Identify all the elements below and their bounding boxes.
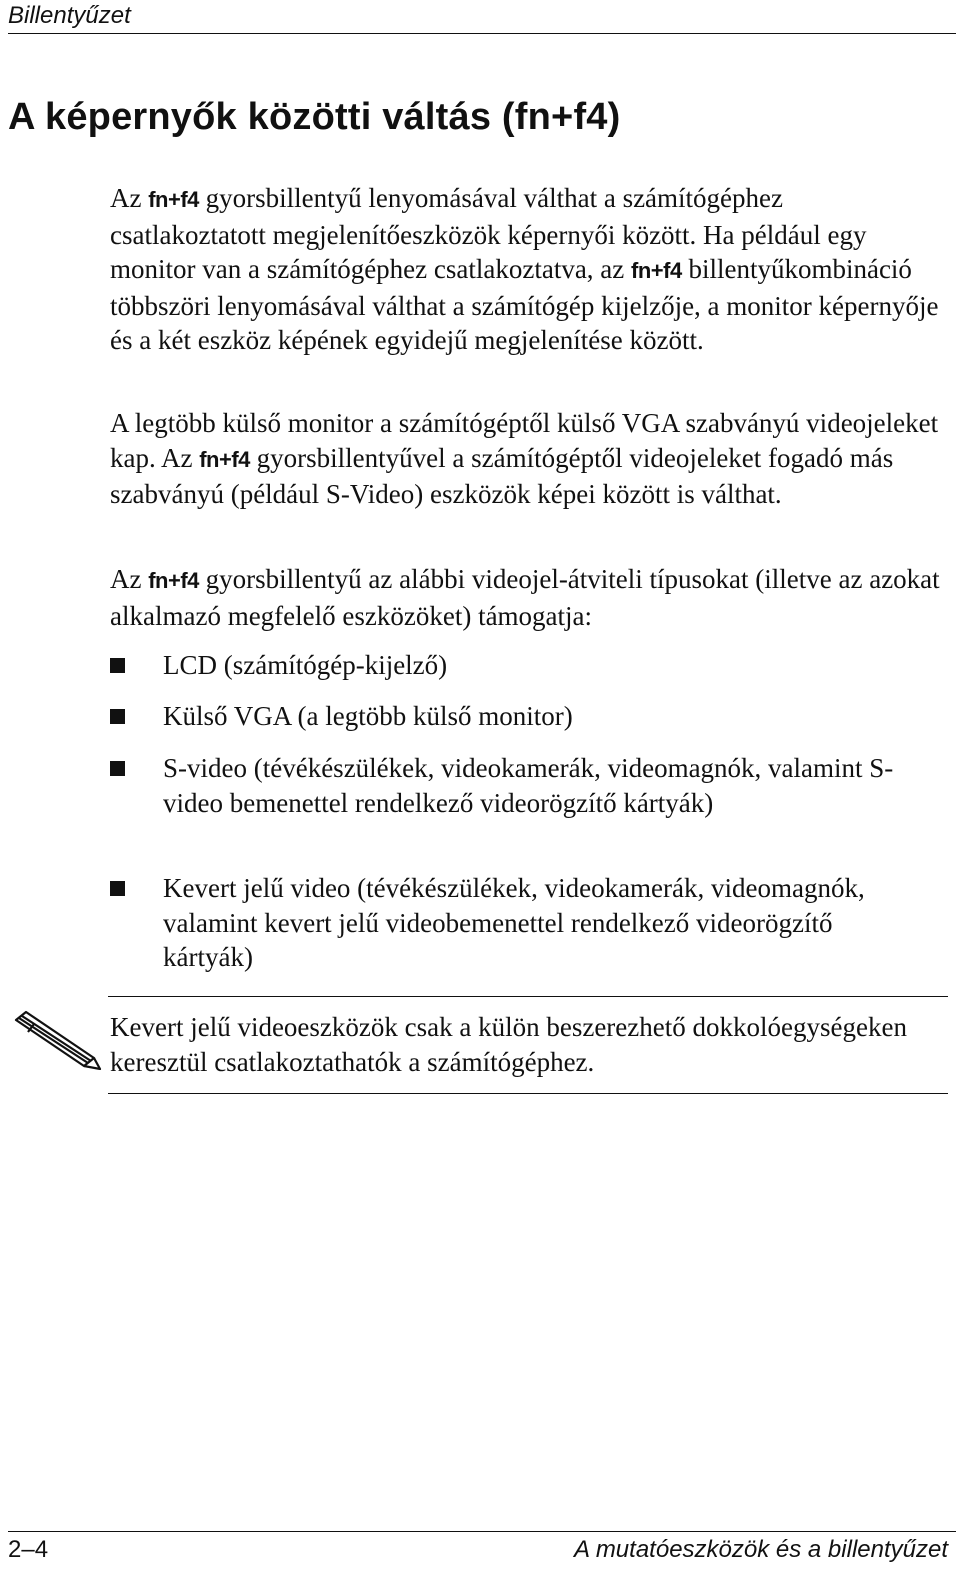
note-top-rule bbox=[108, 996, 948, 997]
key-combination: fn+f4 bbox=[148, 568, 199, 593]
paragraph-external-monitor bbox=[110, 406, 940, 512]
header-rule bbox=[8, 33, 956, 34]
page-title: A képernyők közötti váltás (fn+f4) bbox=[8, 96, 621, 138]
running-header: Billentyűzet bbox=[8, 2, 131, 29]
paragraph-text: gyorsbillentyű az alábbi videojel-átviteli típusokat (illetve az azokat alkalmazó megfelelő eszközöket) támogatja: bbox=[110, 564, 940, 631]
paragraph-supported-types bbox=[110, 562, 940, 633]
key-combination: fn+f4 bbox=[148, 187, 199, 212]
footer-rule bbox=[8, 1531, 956, 1532]
list-item: S-video (tévékészülékek, videokamerák, videomagnók, valamint S-video bemenettel rendelkező videorögzítő kártyák) bbox=[163, 753, 894, 818]
chapter-title: A mutatóeszközök és a billentyűzet bbox=[574, 1536, 948, 1563]
note-text: Kevert jelű videoeszközök csak a külön beszerezhető dokkolóegységeken keresztül csatlakoztathatók a számítógéphez. bbox=[110, 1012, 907, 1077]
paragraph-text: gyorsbillentyűvel a számítógéptől videojeleket fogadó más szabványú (például S-Video) eszközök képei között is válthat. bbox=[110, 442, 894, 509]
bullet-square-icon bbox=[110, 761, 125, 776]
paragraph-text: gyorsbillentyű lenyomásával válthat a számítógéphez csatlakoztatott megjelenítőeszközök képernyői között. Ha például egy monitor van a számítógéphez csatlakoztatva, az bbox=[110, 183, 867, 284]
paragraph-text: Az bbox=[110, 564, 149, 594]
list-item: Kevert jelű video (tévékészülékek, videokamerák, videomagnók, valamint kevert jelű videobemenettel rendelkező videorögzítő kártyák) bbox=[163, 873, 865, 972]
note-bottom-rule bbox=[108, 1093, 948, 1094]
key-combination: fn+f4 bbox=[631, 258, 682, 283]
paragraph-text: Az bbox=[110, 183, 149, 213]
key-combination: fn+f4 bbox=[199, 446, 250, 472]
page-number: 2–4 bbox=[8, 1536, 49, 1563]
list-item: LCD (számítógép-kijelző) bbox=[163, 650, 448, 680]
list-item: Külső VGA (a legtöbb külső monitor) bbox=[163, 701, 573, 731]
bullet-square-icon bbox=[110, 709, 125, 724]
paragraph-text: billentyűkombináció többszöri lenyomásával válthat a számítógép kijelzője, a monitor képernyője és a két eszköz képének egyidejű megjelenítése között. bbox=[110, 254, 939, 355]
bullet-square-icon bbox=[110, 881, 125, 896]
bullet-square-icon bbox=[110, 658, 125, 673]
pencil-icon bbox=[12, 1010, 102, 1075]
paragraph-fn-f4-switching bbox=[110, 181, 940, 358]
paragraph-text: A legtöbb külső monitor a számítógéptől külső VGA szabványú videojeleket kap. Az bbox=[110, 408, 939, 473]
